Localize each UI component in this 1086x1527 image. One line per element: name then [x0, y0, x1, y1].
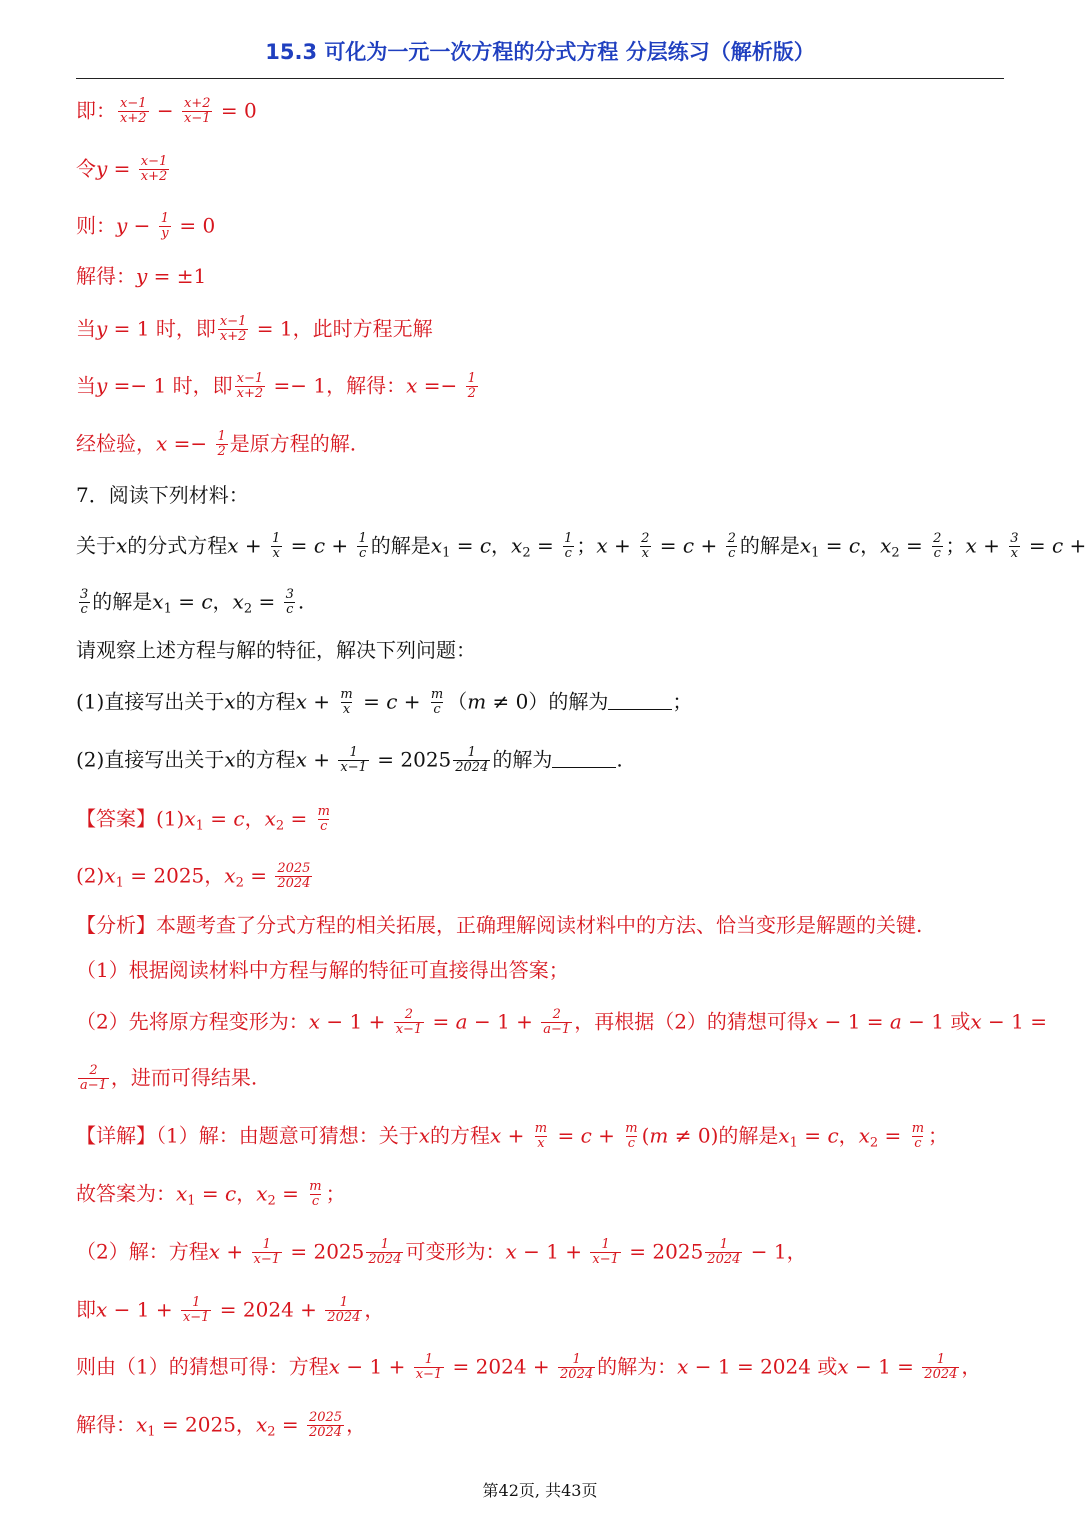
line-4-prefix: 解得： — [76, 264, 136, 288]
line-6: 当y =− 1 时，即 $\frac{x-1}{x+2}$ =− 1，解得：x =− $\frac{1}{2}$ — [76, 371, 476, 402]
detail-line-5: 则由（1）的猜想可得：方程x − 1 + $\frac{1}{x-1}$ = 2024 + $\frac{1}{2024}$ 的解为：x − 1 = 2024 或x − 1 = $\frac{1}{2024}$ ， — [76, 1352, 982, 1383]
answer-blank-2[interactable] — [552, 751, 616, 768]
line-3-prefix: 则： — [76, 213, 116, 238]
line-11: 请观察上述方程与解的特征，解决下列问题： — [76, 638, 476, 662]
line-3: 则：y − $\frac{1}{y}$ = 0 — [76, 211, 216, 242]
answer-line-2: $(2)x_1 = 2025$，$x_2$ = $\frac{2025}{2024}$ — [76, 861, 311, 892]
line-2: 令y = $\frac{x-1}{x+2}$ — [76, 154, 168, 185]
line-1: 即： $\frac{x-1}{x+2}$ − $\frac{x+2}{x-1}$ = 0 — [76, 96, 257, 127]
detail-line-3: （2）解：方程x + $\frac{1}{x-1}$ = 2025 $\frac{1}{2024}$ 可变形为：x − 1 + $\frac{1}{x-1}$ = 2025 $\frac{1}{2024}$ − 1， — [76, 1237, 807, 1268]
line-4: 解得：y = ±1 — [76, 264, 207, 288]
line-10: $\frac{3}{c}$ 的解是$x_1 = c$，$x_2$ = $\frac{3}{c}$ . — [80, 587, 305, 618]
question-7-heading: 7．阅读下列材料： — [76, 483, 249, 507]
analysis-step-2: （2）先将原方程变形为：x − 1 + $\frac{2}{x-1}$ = a − 1 + $\frac{2}{a-1}$ ，再根据（2）的猜想可得x − 1 = a − 1 或x − 1 = — [76, 1007, 1047, 1038]
answer-blank-1[interactable] — [608, 693, 672, 710]
line-1-prefix: 即： — [76, 98, 116, 123]
page-number: 第42页, 共43页 — [482, 1481, 598, 1500]
header-divider — [76, 78, 1004, 79]
analysis-heading: 【分析】本题考查了分式方程的相关拓展，正确理解阅读材料中的方法、恰当变形是解题的关键. — [76, 913, 923, 937]
question-part-2: (2)直接写出关于x的方程x + $\frac{1}{x-1}$ = 2025 $\frac{1}{2024}$ 的解为 . — [76, 745, 623, 776]
line-9: 关于x的分式方程x + $\frac{1}{x}$ = c + $\frac{1}{c}$ 的解是$x_1 = c$，$x_2$ = $\frac{1}{c}$ ；x + $\frac{2}{x}$ = c + $\frac{2}{c}$ 的解是$x_1 = c$，$x_2$ = $\frac{2}{c}$ ；x + $\frac{3}{x}$ = c + — [76, 531, 1086, 562]
detail-heading: 【详解】（1）解：由题意可猜想：关于x的方程x + $\frac{m}{x}$ = c + $\frac{m}{c}$ (m ≠ 0)的解是$x_1 = c$，$x_2$ = $\frac{m}{c}$ ； — [76, 1121, 949, 1152]
line-2-prefix: 令 — [76, 156, 96, 181]
detail-line-6: 解得：$x_1 = 2025$，$x_2$ = $\frac{2025}{2024}$ ， — [76, 1410, 367, 1441]
answer-line-1: 【答案】$(1)x_1 = c$，$x_2$ = $\frac{m}{c}$ — [76, 804, 330, 835]
page-header-title: 15.3 可化为一元一次方程的分式方程 分层练习（解析版） — [265, 40, 815, 64]
question-part-1: (1)直接写出关于x的方程x + $\frac{m}{x}$ = c + $\frac{m}{c}$ （m ≠ 0）的解为 ； — [76, 687, 693, 718]
detail-line-2: 故答案为：$x_1 = c$，$x_2$ = $\frac{m}{c}$ ； — [76, 1179, 346, 1210]
line-7: 经检验，x =− $\frac{1}{2}$ 是原方程的解. — [76, 429, 357, 460]
analysis-step-2-cont: $\frac{2}{a-1}$ ，进而可得结果. — [80, 1063, 258, 1094]
line-5: 当y = 1 时，即 $\frac{x-1}{x+2}$ = 1，此时方程无解 — [76, 314, 433, 345]
analysis-step-1: （1）根据阅读材料中方程与解的特征可直接得出答案； — [76, 958, 569, 982]
detail-line-4: 即x − 1 + $\frac{1}{x-1}$ = 2024 + $\frac{1}{2024}$ ， — [76, 1295, 385, 1326]
